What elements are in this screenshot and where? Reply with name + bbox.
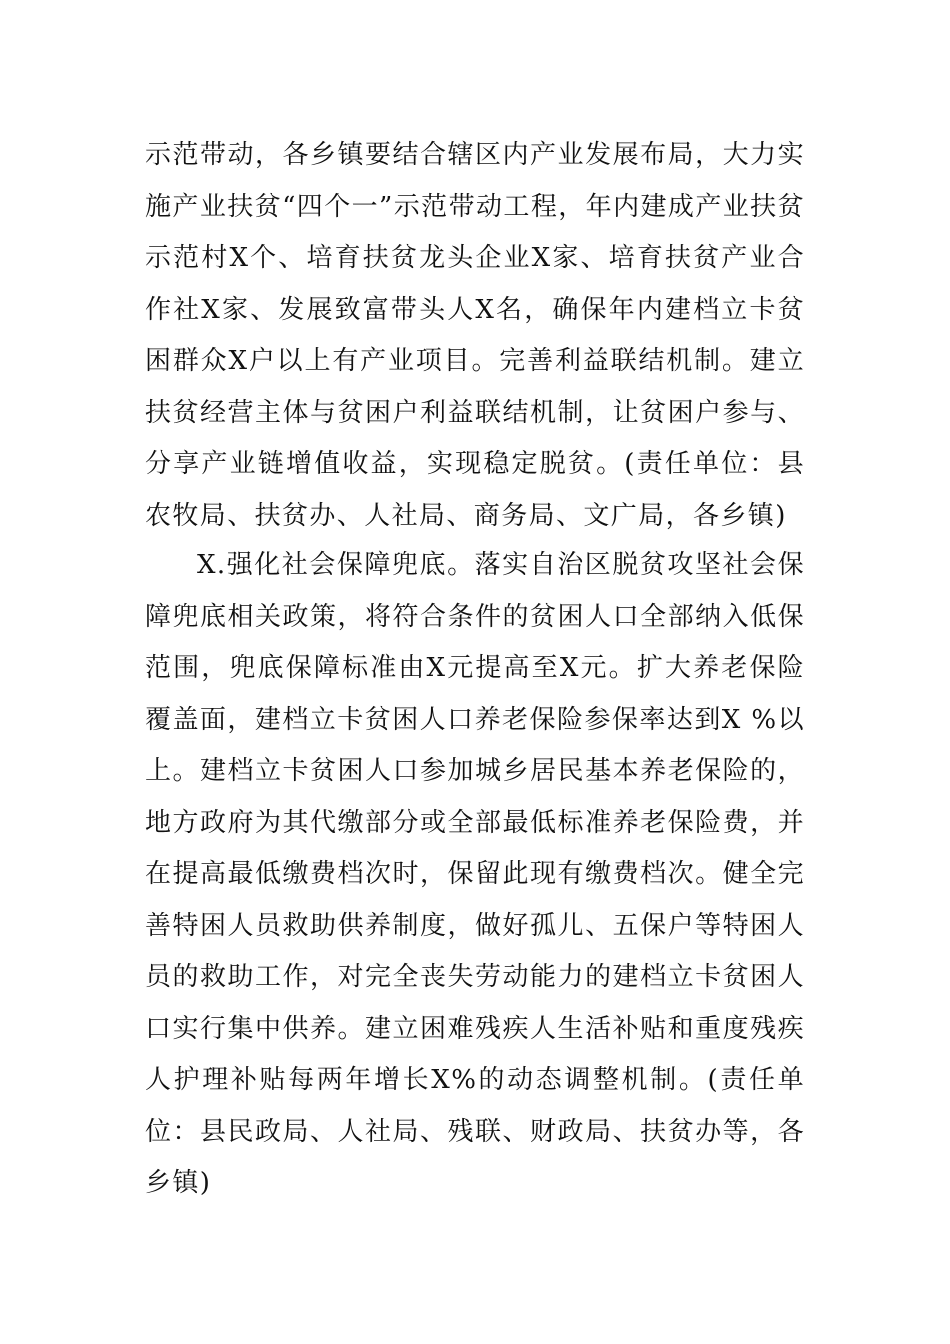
paragraph-block-2 xyxy=(145,540,805,1210)
paragraph-industry-poverty-alleviation: 示范带动，各乡镇要结合辖区内产业发展布局，大力实施产业扶贫“四个一”示范带动工程，年内建成产业扶贫示范村X个、培育扶贫龙头企业X家、培育扶贫产业合作社X家、发展致富带头人X名，确保年内建档立卡贫困群众X户以上有产业项目。完善利益联结机制。建立扶贫经营主体与贫困户利益联结机制，让贫困户参与、分享产业链增值收益，实现稳定脱贫。(责任单位：县农牧局、扶贫办、人社局、商务局、文广局，各乡镇) xyxy=(145,140,805,531)
paragraph-block-1 xyxy=(145,130,805,542)
paragraph-social-security: X.强化社会保障兜底。落实自治区脱贫攻坚社会保障兜底相关政策，将符合条件的贫困人口全部纳入低保范围，兜底保障标准由X元提高至X元。扩大养老保险覆盖面，建档立卡贫困人口养老保险参保率达到X %以上。建档立卡贫困人口参加城乡居民基本养老保险的，地方政府为其代缴部分或全部最低标准养老保险费，并在提高最低缴费档次时，保留此现有缴费档次。健全完善特困人员救助供养制度，做好孤儿、五保户等特困人员的救助工作，对完全丧失劳动能力的建档立卡贫困人口实行集中供养。建立困难残疾人生活补贴和重度残疾人护理补贴每两年增长X%的动态调整机制。(责任单位：县民政局、人社局、残联、财政局、扶贫办等，各乡镇) xyxy=(145,550,805,1198)
